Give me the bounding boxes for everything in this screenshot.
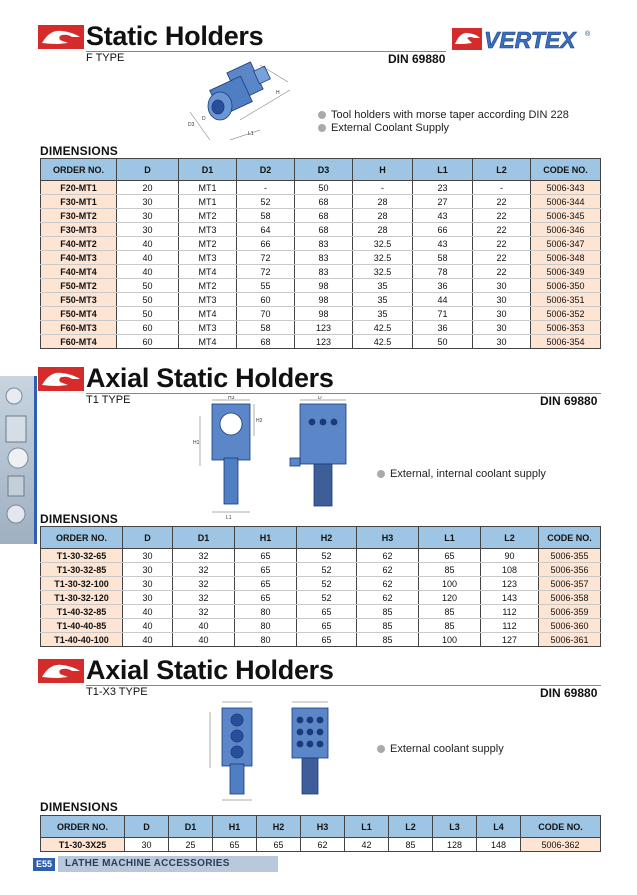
f-type-holder-drawing	[180, 60, 300, 155]
t1-x3-type-holder-drawing	[196, 698, 346, 806]
svg-text:D: D	[318, 396, 322, 401]
table-cell: 40	[123, 633, 173, 647]
t1-x3-type-dimensions-table	[40, 815, 601, 852]
table-cell: 35	[353, 293, 413, 307]
table-cell: 32.5	[353, 251, 413, 265]
table-row	[41, 563, 601, 577]
table-row	[41, 279, 601, 293]
table-cell: 120	[419, 591, 481, 605]
column-header: L1	[345, 816, 389, 838]
column-header: D1	[179, 159, 237, 181]
table-cell: 127	[481, 633, 539, 647]
table-cell: 85	[419, 605, 481, 619]
section-title-static-holders: Static Holders	[86, 21, 264, 51]
table-cell: 83	[295, 237, 353, 251]
table-cell: 32	[173, 577, 235, 591]
table-cell: 65	[297, 619, 357, 633]
column-header: H2	[257, 816, 301, 838]
table-header-row	[41, 159, 601, 181]
side-accent-bar	[34, 376, 37, 544]
table-cell: 62	[357, 549, 419, 563]
column-header: H3	[357, 527, 419, 549]
table-cell: 66	[237, 237, 295, 251]
order-number-cell: T1-30-32-85	[41, 563, 123, 577]
table-row	[41, 335, 601, 349]
table-cell: 128	[433, 838, 477, 852]
table-cell: 60	[117, 321, 179, 335]
table-cell: 36	[413, 321, 473, 335]
column-header: D1	[169, 816, 213, 838]
table-cell: 98	[295, 279, 353, 293]
code-number-cell: 5006-344	[531, 195, 601, 209]
bullet-list	[318, 108, 569, 134]
table-cell: 65	[297, 605, 357, 619]
table-cell: 65	[235, 549, 297, 563]
order-number-cell: F30-MT3	[41, 223, 117, 237]
table-cell: 30	[117, 209, 179, 223]
table-cell: 40	[123, 619, 173, 633]
table-row	[41, 293, 601, 307]
code-number-cell: 5006-354	[531, 335, 601, 349]
column-header: D	[117, 159, 179, 181]
t1-type-holder-drawing	[190, 396, 360, 522]
table-row	[41, 195, 601, 209]
table-cell: 52	[237, 195, 295, 209]
code-number-cell: 5006-356	[539, 563, 601, 577]
column-header: CODE NO.	[521, 816, 601, 838]
table-cell: MT4	[179, 307, 237, 321]
column-header: L4	[477, 816, 521, 838]
table-cell: 52	[297, 577, 357, 591]
order-number-cell: T1-30-32-65	[41, 549, 123, 563]
column-header: D	[123, 527, 173, 549]
din-label: DIN 69880	[540, 394, 598, 408]
table-row	[41, 307, 601, 321]
eagle-logo-icon	[38, 659, 84, 683]
din-label: DIN 69880	[540, 686, 598, 700]
table-cell: MT1	[179, 195, 237, 209]
svg-text:H3: H3	[228, 396, 235, 401]
tool-photo-icon	[0, 376, 34, 544]
section-title-axial-static-holders: Axial Static Holders	[86, 363, 334, 393]
table-cell: 44	[413, 293, 473, 307]
table-cell: 22	[473, 223, 531, 237]
order-number-cell: F50-MT4	[41, 307, 117, 321]
table-row	[41, 605, 601, 619]
type-label: T1-X3 TYPE	[86, 686, 148, 698]
table-cell: MT3	[179, 293, 237, 307]
table-cell: 98	[295, 307, 353, 321]
order-number-cell: F60-MT4	[41, 335, 117, 349]
code-number-cell: 5006-345	[531, 209, 601, 223]
table-cell: 50	[117, 307, 179, 321]
table-cell: MT2	[179, 237, 237, 251]
side-product-image	[0, 376, 34, 544]
f-type-dimensions-table	[40, 158, 601, 349]
column-header: D	[125, 816, 169, 838]
code-number-cell: 5006-360	[539, 619, 601, 633]
code-number-cell: 5006-358	[539, 591, 601, 605]
table-cell: 30	[123, 563, 173, 577]
order-number-cell: F50-MT2	[41, 279, 117, 293]
table-cell: MT2	[179, 209, 237, 223]
table-cell: 52	[297, 563, 357, 577]
table-cell: 58	[237, 321, 295, 335]
order-number-cell: T1-40-40-85	[41, 619, 123, 633]
table-cell: 50	[117, 279, 179, 293]
code-number-cell: 5006-355	[539, 549, 601, 563]
column-header: D3	[295, 159, 353, 181]
table-cell: 100	[419, 577, 481, 591]
table-cell: 28	[353, 223, 413, 237]
type-label: T1 TYPE	[86, 394, 131, 406]
table-cell: 108	[481, 563, 539, 577]
table-cell: MT1	[179, 181, 237, 195]
svg-text:D3: D3	[188, 122, 195, 128]
table-cell: 71	[413, 307, 473, 321]
table-cell: 80	[235, 605, 297, 619]
table-cell: 62	[357, 563, 419, 577]
table-row	[41, 223, 601, 237]
svg-text:H: H	[276, 90, 280, 96]
table-cell: 30	[473, 307, 531, 321]
table-cell: 30	[473, 335, 531, 349]
type-label: F TYPE	[86, 52, 125, 64]
table-cell: 62	[301, 838, 345, 852]
code-number-cell: 5006-343	[531, 181, 601, 195]
table-cell: 30	[473, 293, 531, 307]
table-cell: 123	[481, 577, 539, 591]
svg-text:L1: L1	[248, 131, 254, 137]
table-cell: 85	[357, 633, 419, 647]
column-header: H1	[235, 527, 297, 549]
table-cell: 50	[295, 181, 353, 195]
bullet-dot-icon	[377, 745, 385, 753]
table-cell: MT4	[179, 335, 237, 349]
table-cell: 40	[173, 619, 235, 633]
column-header: L1	[413, 159, 473, 181]
order-number-cell: F50-MT3	[41, 293, 117, 307]
table-cell: 55	[237, 279, 295, 293]
table-cell: 42.5	[353, 321, 413, 335]
table-cell: 72	[237, 265, 295, 279]
t1-type-dimensions-table	[40, 526, 601, 647]
table-cell: 50	[413, 335, 473, 349]
bullet-item: External Coolant Supply	[318, 121, 569, 134]
table-cell: -	[353, 181, 413, 195]
order-number-cell: T1-30-32-120	[41, 591, 123, 605]
code-number-cell: 5006-351	[531, 293, 601, 307]
dimensions-label: DIMENSIONS	[40, 512, 119, 526]
table-cell: 85	[419, 563, 481, 577]
order-number-cell: F30-MT1	[41, 195, 117, 209]
table-cell: 100	[419, 633, 481, 647]
table-cell: 52	[297, 591, 357, 605]
table-cell: 85	[357, 619, 419, 633]
table-cell: 65	[419, 549, 481, 563]
table-row	[41, 577, 601, 591]
table-cell: 80	[235, 619, 297, 633]
code-number-cell: 5006-350	[531, 279, 601, 293]
table-cell: 32	[173, 591, 235, 605]
eagle-logo-icon	[38, 367, 84, 391]
code-number-cell: 5006-362	[521, 838, 601, 852]
bullet-dot-icon	[318, 124, 326, 132]
dimensions-label: DIMENSIONS	[40, 800, 119, 814]
table-cell: MT4	[179, 265, 237, 279]
table-row	[41, 633, 601, 647]
table-cell: 28	[353, 195, 413, 209]
table-cell: 65	[213, 838, 257, 852]
table-cell: 83	[295, 251, 353, 265]
order-number-cell: F40-MT3	[41, 251, 117, 265]
table-header-row	[41, 527, 601, 549]
svg-text:D: D	[202, 116, 206, 122]
table-cell: 43	[413, 209, 473, 223]
order-number-cell: F40-MT2	[41, 237, 117, 251]
column-header: L2	[473, 159, 531, 181]
table-cell: 20	[117, 181, 179, 195]
table-cell: 52	[297, 549, 357, 563]
dimensions-label: DIMENSIONS	[40, 144, 119, 158]
table-cell: 32.5	[353, 237, 413, 251]
table-row	[41, 265, 601, 279]
brand-registered-mark: ®	[585, 31, 591, 38]
bullet-item: External, internal coolant supply	[377, 467, 546, 480]
code-number-cell: 5006-349	[531, 265, 601, 279]
table-row	[41, 251, 601, 265]
title-underline	[86, 393, 601, 394]
code-number-cell: 5006-352	[531, 307, 601, 321]
table-cell: 62	[357, 591, 419, 605]
table-cell: 72	[237, 251, 295, 265]
table-cell: 123	[295, 335, 353, 349]
table-cell: 78	[413, 265, 473, 279]
table-cell: 32	[173, 563, 235, 577]
column-header: D1	[173, 527, 235, 549]
table-cell: 65	[235, 577, 297, 591]
table-cell: 40	[117, 265, 179, 279]
order-number-cell: T1-40-40-100	[41, 633, 123, 647]
table-cell: 27	[413, 195, 473, 209]
table-cell: 68	[295, 209, 353, 223]
table-cell: 66	[413, 223, 473, 237]
brand-name: VERTEX	[484, 27, 576, 52]
table-cell: 30	[125, 838, 169, 852]
table-cell: 65	[257, 838, 301, 852]
column-header: L2	[481, 527, 539, 549]
svg-text:H1: H1	[193, 440, 200, 446]
table-cell: 30	[117, 223, 179, 237]
table-cell: 35	[353, 279, 413, 293]
order-number-cell: F40-MT4	[41, 265, 117, 279]
order-number-cell: F60-MT3	[41, 321, 117, 335]
column-header: L2	[389, 816, 433, 838]
table-cell: 23	[413, 181, 473, 195]
table-cell: 148	[477, 838, 521, 852]
code-number-cell: 5006-357	[539, 577, 601, 591]
table-cell: 22	[473, 265, 531, 279]
table-cell: 32	[173, 605, 235, 619]
table-cell: 22	[473, 195, 531, 209]
table-cell: 80	[235, 633, 297, 647]
table-cell: -	[473, 181, 531, 195]
table-cell: 22	[473, 209, 531, 223]
column-header: D2	[237, 159, 295, 181]
table-cell: 60	[117, 335, 179, 349]
vertex-brand-logo	[452, 26, 592, 52]
table-cell: 58	[413, 251, 473, 265]
table-cell: MT3	[179, 251, 237, 265]
table-cell: MT3	[179, 321, 237, 335]
table-cell: 40	[173, 633, 235, 647]
table-cell: 42	[345, 838, 389, 852]
table-cell: 40	[123, 605, 173, 619]
column-header: ORDER NO.	[41, 816, 125, 838]
table-cell: 28	[353, 209, 413, 223]
table-cell: 65	[235, 563, 297, 577]
table-row	[41, 237, 601, 251]
code-number-cell: 5006-348	[531, 251, 601, 265]
table-cell: 90	[481, 549, 539, 563]
table-cell: 62	[357, 577, 419, 591]
bullet-dot-icon	[318, 111, 326, 119]
table-row	[41, 591, 601, 605]
table-cell: 35	[353, 307, 413, 321]
column-header: H	[353, 159, 413, 181]
column-header: CODE NO.	[539, 527, 601, 549]
table-cell: 43	[413, 237, 473, 251]
table-cell: 50	[117, 293, 179, 307]
svg-text:H2: H2	[256, 418, 263, 424]
table-cell: -	[237, 181, 295, 195]
table-cell: 42.5	[353, 335, 413, 349]
table-row	[41, 321, 601, 335]
code-number-cell: 5006-346	[531, 223, 601, 237]
table-cell: 30	[117, 195, 179, 209]
table-cell: 36	[413, 279, 473, 293]
column-header: H2	[297, 527, 357, 549]
table-cell: 112	[481, 605, 539, 619]
table-cell: 30	[473, 321, 531, 335]
order-number-cell: T1-30-3X25	[41, 838, 125, 852]
bullet-dot-icon	[377, 470, 385, 478]
table-cell: 85	[419, 619, 481, 633]
table-header-row	[41, 816, 601, 838]
eagle-logo-icon	[38, 25, 84, 49]
page-number: E55	[33, 858, 55, 871]
table-cell: 83	[295, 265, 353, 279]
table-cell: 40	[117, 237, 179, 251]
table-cell: 32.5	[353, 265, 413, 279]
code-number-cell: 5006-361	[539, 633, 601, 647]
column-header: H3	[301, 816, 345, 838]
table-row	[41, 181, 601, 195]
code-number-cell: 5006-359	[539, 605, 601, 619]
table-cell: 30	[123, 577, 173, 591]
column-header: ORDER NO.	[41, 527, 123, 549]
bullet-item: External coolant supply	[377, 742, 504, 755]
bullet-list	[377, 467, 546, 480]
table-cell: 85	[357, 605, 419, 619]
table-cell: 98	[295, 293, 353, 307]
table-cell: 58	[237, 209, 295, 223]
table-cell: 123	[295, 321, 353, 335]
order-number-cell: T1-30-32-100	[41, 577, 123, 591]
svg-text:L1: L1	[226, 515, 232, 521]
bullet-list	[377, 742, 504, 755]
order-number-cell: F20-MT1	[41, 181, 117, 195]
bullet-item: Tool holders with morse taper according DIN 228	[318, 108, 569, 121]
table-cell: 22	[473, 237, 531, 251]
table-row	[41, 209, 601, 223]
table-cell: 25	[169, 838, 213, 852]
table-cell: 40	[117, 251, 179, 265]
title-underline	[86, 685, 601, 686]
table-row	[41, 619, 601, 633]
table-cell: 70	[237, 307, 295, 321]
column-header: L1	[419, 527, 481, 549]
column-header: H1	[213, 816, 257, 838]
table-cell: 68	[295, 195, 353, 209]
table-cell: 30	[123, 549, 173, 563]
table-row	[41, 838, 601, 852]
column-header: CODE NO.	[531, 159, 601, 181]
table-cell: 68	[237, 335, 295, 349]
footer-title: LATHE MACHINE ACCESSORIES	[58, 856, 278, 872]
table-row	[41, 549, 601, 563]
table-cell: 85	[389, 838, 433, 852]
table-cell: 143	[481, 591, 539, 605]
table-cell: 22	[473, 251, 531, 265]
table-cell: 30	[123, 591, 173, 605]
column-header: ORDER NO.	[41, 159, 117, 181]
code-number-cell: 5006-353	[531, 321, 601, 335]
order-number-cell: T1-40-32-85	[41, 605, 123, 619]
table-cell: 64	[237, 223, 295, 237]
table-cell: 68	[295, 223, 353, 237]
table-cell: 65	[297, 633, 357, 647]
section-title-axial-static-holders-x3: Axial Static Holders	[86, 655, 334, 685]
din-label: DIN 69880	[388, 52, 446, 66]
order-number-cell: F30-MT2	[41, 209, 117, 223]
table-cell: 30	[473, 279, 531, 293]
code-number-cell: 5006-347	[531, 237, 601, 251]
table-cell: 112	[481, 619, 539, 633]
table-cell: 65	[235, 591, 297, 605]
table-cell: MT3	[179, 223, 237, 237]
table-cell: 60	[237, 293, 295, 307]
table-cell: 32	[173, 549, 235, 563]
table-cell: MT2	[179, 279, 237, 293]
column-header: L3	[433, 816, 477, 838]
